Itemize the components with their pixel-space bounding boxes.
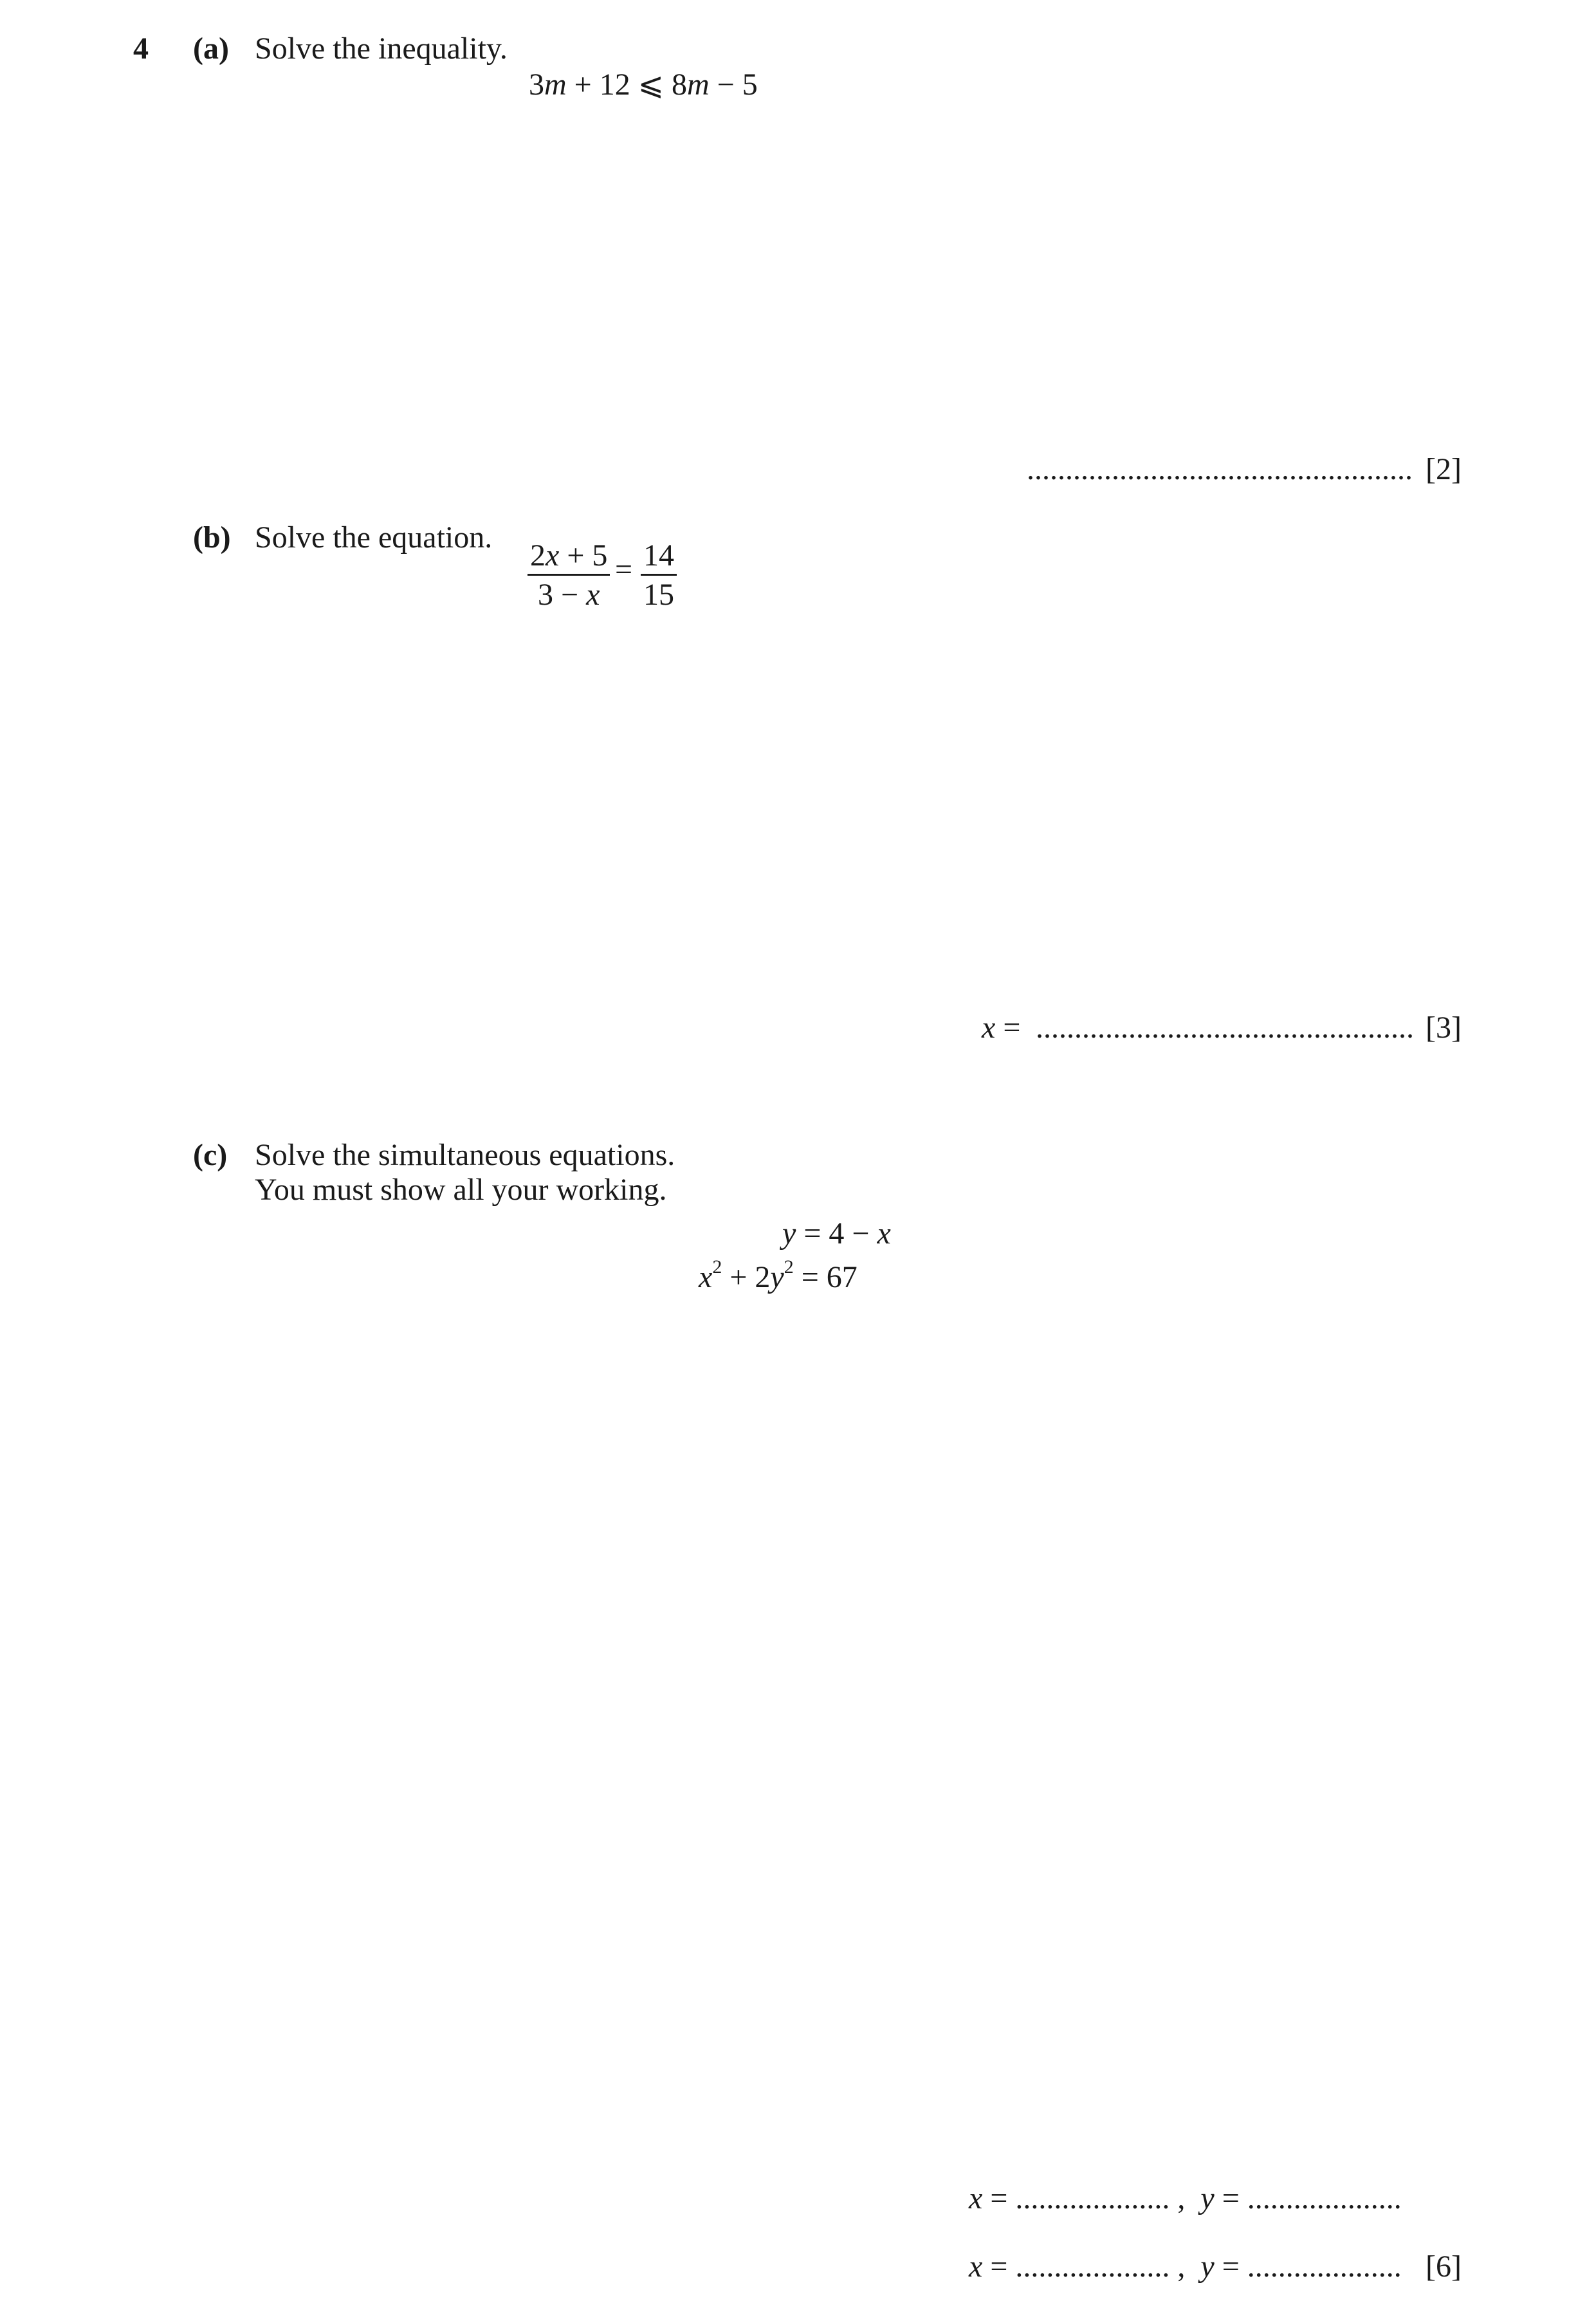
part-c-label: (c) [193,1138,228,1172]
answer-row-1: x = .................... , y = .................... [969,2181,1402,2215]
fraction-lhs-bar [527,574,610,576]
fraction-rhs-denominator: 15 [643,578,674,612]
question-number: 4 [133,32,149,66]
part-a-instruction: Solve the inequality. [255,32,508,66]
answer-line-b[interactable]: ................................................. [1036,1011,1414,1045]
part-a-label: (a) [193,32,229,66]
simultaneous-equation-1: y = 4 − x [782,1216,891,1251]
answer-line-c1-y[interactable]: .................... [1247,2181,1402,2215]
fraction-lhs [527,540,610,610]
marks-a: [2] [1426,452,1462,486]
part-b-instruction: Solve the equation. [255,520,493,555]
inequality-expression: 3m + 12 ⩽ 8m − 5 [529,68,758,102]
part-c-instruction-2: You must show all your working. [255,1173,667,1207]
simultaneous-equation-2: $x^2 + 2y^2 = 67$ [699,1256,858,1294]
answer-line-c2-x[interactable]: .................... [1015,2250,1170,2284]
answer-line-a[interactable]: .................................................. [1027,452,1413,486]
answer-label-b: x = [982,1011,1021,1045]
part-c-instruction-1: Solve the simultaneous equations. [255,1138,675,1172]
fraction-rhs [641,540,677,610]
answer-row-2: x = .................... , y = .................... [969,2250,1402,2284]
fraction-rhs-numerator: 14 [643,538,674,573]
answer-line-c1-x[interactable]: .................... [1015,2181,1170,2215]
marks-c: [6] [1426,2250,1462,2284]
part-b-label: (b) [193,520,231,555]
marks-b: [3] [1426,1011,1462,1045]
equals-sign: = [615,553,633,587]
fraction-rhs-bar [641,574,677,576]
answer-line-c2-y[interactable]: .................... [1247,2250,1402,2284]
fraction-lhs-denominator: 3 − x [538,578,600,612]
fraction-lhs-numerator: 2x + 5 [530,538,608,573]
